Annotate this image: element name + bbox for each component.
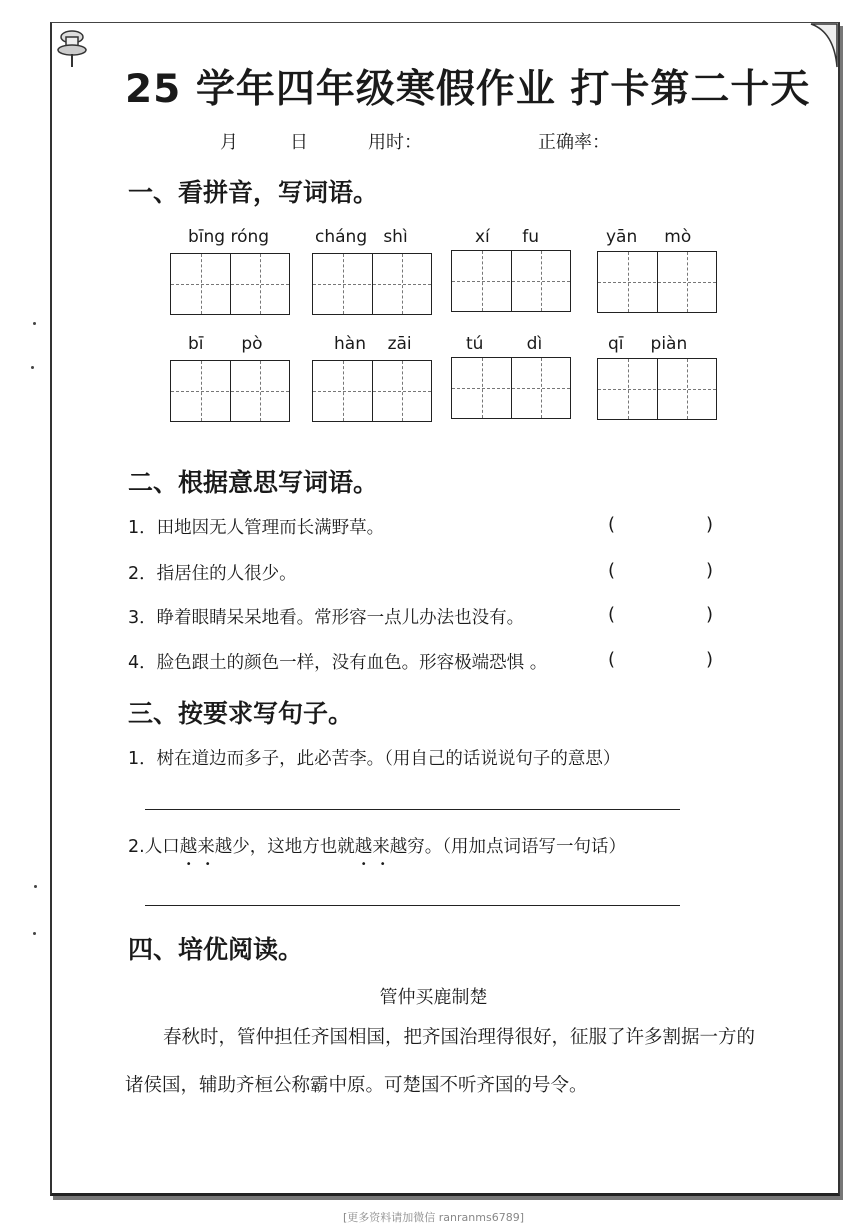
month-label: 月 xyxy=(220,132,238,153)
scan-speck xyxy=(33,932,36,935)
answer-line[interactable] xyxy=(145,905,680,906)
scan-speck xyxy=(33,322,36,325)
writing-grid[interactable] xyxy=(451,250,571,312)
meaning-item: 3．睁着眼睛呆呆地看。常形容一点儿办法也没有。 xyxy=(128,608,525,628)
pinyin-label: cháng shì xyxy=(315,227,408,247)
scan-speck xyxy=(34,885,37,888)
writing-grid[interactable] xyxy=(312,360,432,422)
pinyin-label: tú dì xyxy=(466,334,543,354)
pinyin-label: bī pò xyxy=(188,334,263,354)
dotted-word: 越来越 • • xyxy=(355,833,408,858)
writing-grid[interactable] xyxy=(312,253,432,315)
accuracy-label: 正确率： xyxy=(538,132,610,153)
passage-paragraph: 春秋时，管仲担任齐国相国，把齐国治理得很好，征服了许多割据一方的 xyxy=(163,1027,756,1048)
writing-grid[interactable] xyxy=(597,358,717,420)
pushpin-icon xyxy=(55,28,89,68)
writing-grid[interactable] xyxy=(170,360,290,422)
page-title: 25 学年四年级寒假作业 打卡第二十天 xyxy=(125,67,811,112)
answer-blank[interactable]: ( ) xyxy=(608,514,713,535)
meaning-item: 4．脸色跟土的颜色一样，没有血色。形容极端恐惧 。 xyxy=(128,653,548,673)
section-2-heading: 二、根据意思写词语。 xyxy=(128,468,379,497)
scan-speck xyxy=(31,366,34,369)
passage-paragraph: 诸侯国，辅助齐桓公称霸中原。可楚国不听齐国的号令。 xyxy=(125,1075,588,1096)
answer-blank[interactable]: ( ) xyxy=(608,649,713,670)
pinyin-label: bīng róng xyxy=(188,227,270,247)
section-3-heading: 三、按要求写句子。 xyxy=(128,699,354,728)
meaning-item: 1．田地因无人管理而长满野草。 xyxy=(128,518,385,538)
sentence-question-1: 1．树在道边而多子，此必苦李。（用自己的话说说句子的意思） xyxy=(128,749,621,769)
answer-line[interactable] xyxy=(145,809,680,810)
section-1-heading: 一、看拼音，写词语。 xyxy=(128,178,379,207)
pinyin-label: hàn zāi xyxy=(334,334,412,354)
sentence-question-2: 2.人口越来越 • •少，这地方也就越来越 • •穷。（用加点词语写一句话） xyxy=(128,833,626,858)
passage-title: 管仲买鹿制楚 xyxy=(379,987,488,1008)
pinyin-label: yān mò xyxy=(606,227,692,247)
answer-blank[interactable]: ( ) xyxy=(608,604,713,625)
pinyin-label: xí fu xyxy=(475,227,539,247)
pinyin-label: qī piàn xyxy=(608,334,688,354)
writing-grid[interactable] xyxy=(451,357,571,419)
footer-watermark: [更多资料请加微信 ranranms6789] xyxy=(343,1211,524,1224)
section-4-heading: 四、培优阅读。 xyxy=(128,935,304,964)
dotted-word: 越来越 • • xyxy=(180,833,233,858)
time-label: 用时： xyxy=(368,132,422,153)
writing-grid[interactable] xyxy=(597,251,717,313)
writing-grid[interactable] xyxy=(170,253,290,315)
day-label: 日 xyxy=(290,132,308,153)
answer-blank[interactable]: ( ) xyxy=(608,560,713,581)
meaning-item: 2．指居住的人很少。 xyxy=(128,564,297,584)
